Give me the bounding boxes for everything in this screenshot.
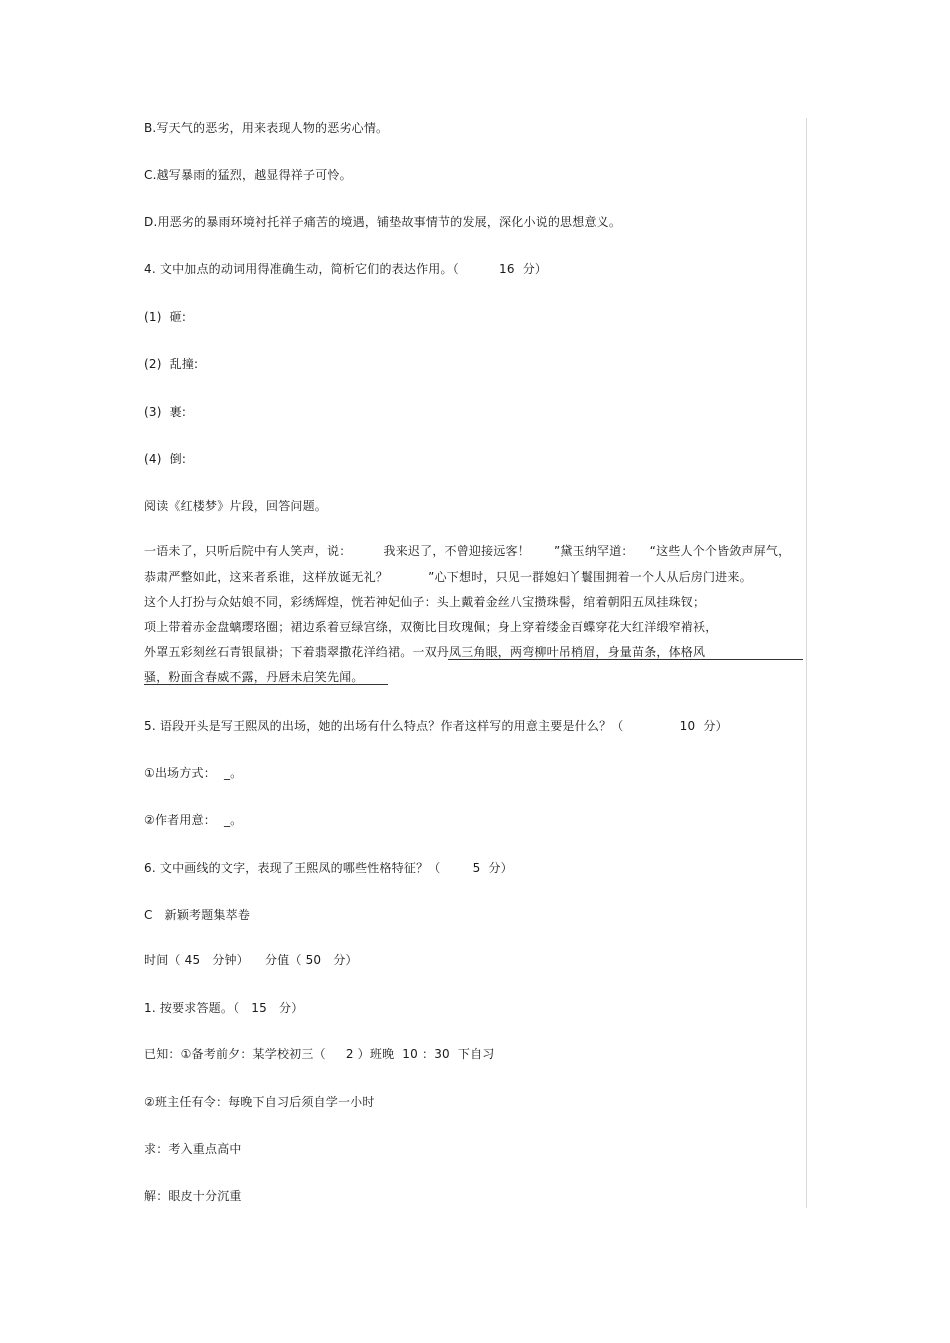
- given-1: 已知：①备考前夕：某学校初三（ 2 ）班晚 10 ：30 下自习: [144, 1047, 495, 1061]
- reading-intro: 阅读《红楼梦》片段，回答问题。: [144, 499, 328, 513]
- option-b: B.写天气的恶劣，用来表现人物的恶劣心情。: [144, 121, 389, 135]
- solution-line: 解：眼皮十分沉重: [144, 1189, 242, 1203]
- given-2: ②班主任有令：每晚下自习后须自学一小时: [144, 1095, 375, 1109]
- answer-4-2: (2) 乱撞:: [144, 357, 199, 371]
- answer-4-4: (4) 倒:: [144, 452, 187, 466]
- underline-1: [448, 659, 803, 660]
- option-d: D.用恶劣的暴雨环境衬托祥子痛苦的境遇，铺垫故事情节的发展，深化小说的思想意义。: [144, 215, 622, 229]
- option-c: C.越写暴雨的猛烈，越显得祥子可怜。: [144, 168, 352, 182]
- page-margin-rule: [806, 118, 807, 1208]
- question-5: 5. 语段开头是写王熙凤的出场，她的出场有什么特点？作者这样写的用意主要是什么？（ 10 分）: [144, 719, 728, 733]
- passage-line-1: 一语未了，只听后院中有人笑声，说： 我来迟了，不曾迎接远客！ ”黛玉纳罕道： “这些人个个皆敛声屏气，: [144, 544, 791, 558]
- underline-2: [144, 684, 388, 685]
- passage-line-5: 外罩五彩刻丝石青银鼠褂；下着翡翠撒花洋绉裙。一双丹凤三角眼，两弯柳叶吊梢眉，身量苗条，体格风: [144, 645, 706, 659]
- section-c-heading: C 新颖考题集萃卷: [144, 908, 251, 922]
- passage-line-6: 骚，粉面含春威不露，丹唇未启笑先闻。: [144, 670, 364, 684]
- passage-line-4: 项上带着赤金盘螭璎珞圈；裙边系着豆绿宫绦，双衡比目玫瑰佩；身上穿着缕金百蝶穿花大红洋缎窄褃袄，: [144, 620, 718, 634]
- answer-5-1: ①出场方式： _。: [144, 766, 243, 780]
- passage-line-2: 恭肃严整如此，这来者系谁，这样放诞无礼？ ”心下想时，只见一群媳妇丫鬟围拥着一个人从后房门进来。: [144, 570, 752, 584]
- question-6: 6. 文中画线的文字，表现了王熙凤的哪些性格特征？（ 5 分）: [144, 861, 513, 875]
- answer-5-2: ②作者用意： _。: [144, 813, 243, 827]
- question-1: 1. 按要求答题。（ 15 分）: [144, 1001, 304, 1015]
- answer-4-1: (1) 砸:: [144, 310, 187, 324]
- answer-4-3: (3) 裹:: [144, 405, 187, 419]
- find-line: 求：考入重点高中: [144, 1142, 242, 1156]
- passage-line-3: 这个人打扮与众姑娘不同，彩绣辉煌，恍若神妃仙子：头上戴着金丝八宝攒珠髻，绾着朝阳五凤挂珠钗；: [144, 595, 706, 609]
- question-4: 4. 文中加点的动词用得准确生动，简析它们的表达作用。（ 16 分）: [144, 262, 548, 276]
- time-score-info: 时间（ 45 分钟） 分值（ 50 分）: [144, 953, 358, 967]
